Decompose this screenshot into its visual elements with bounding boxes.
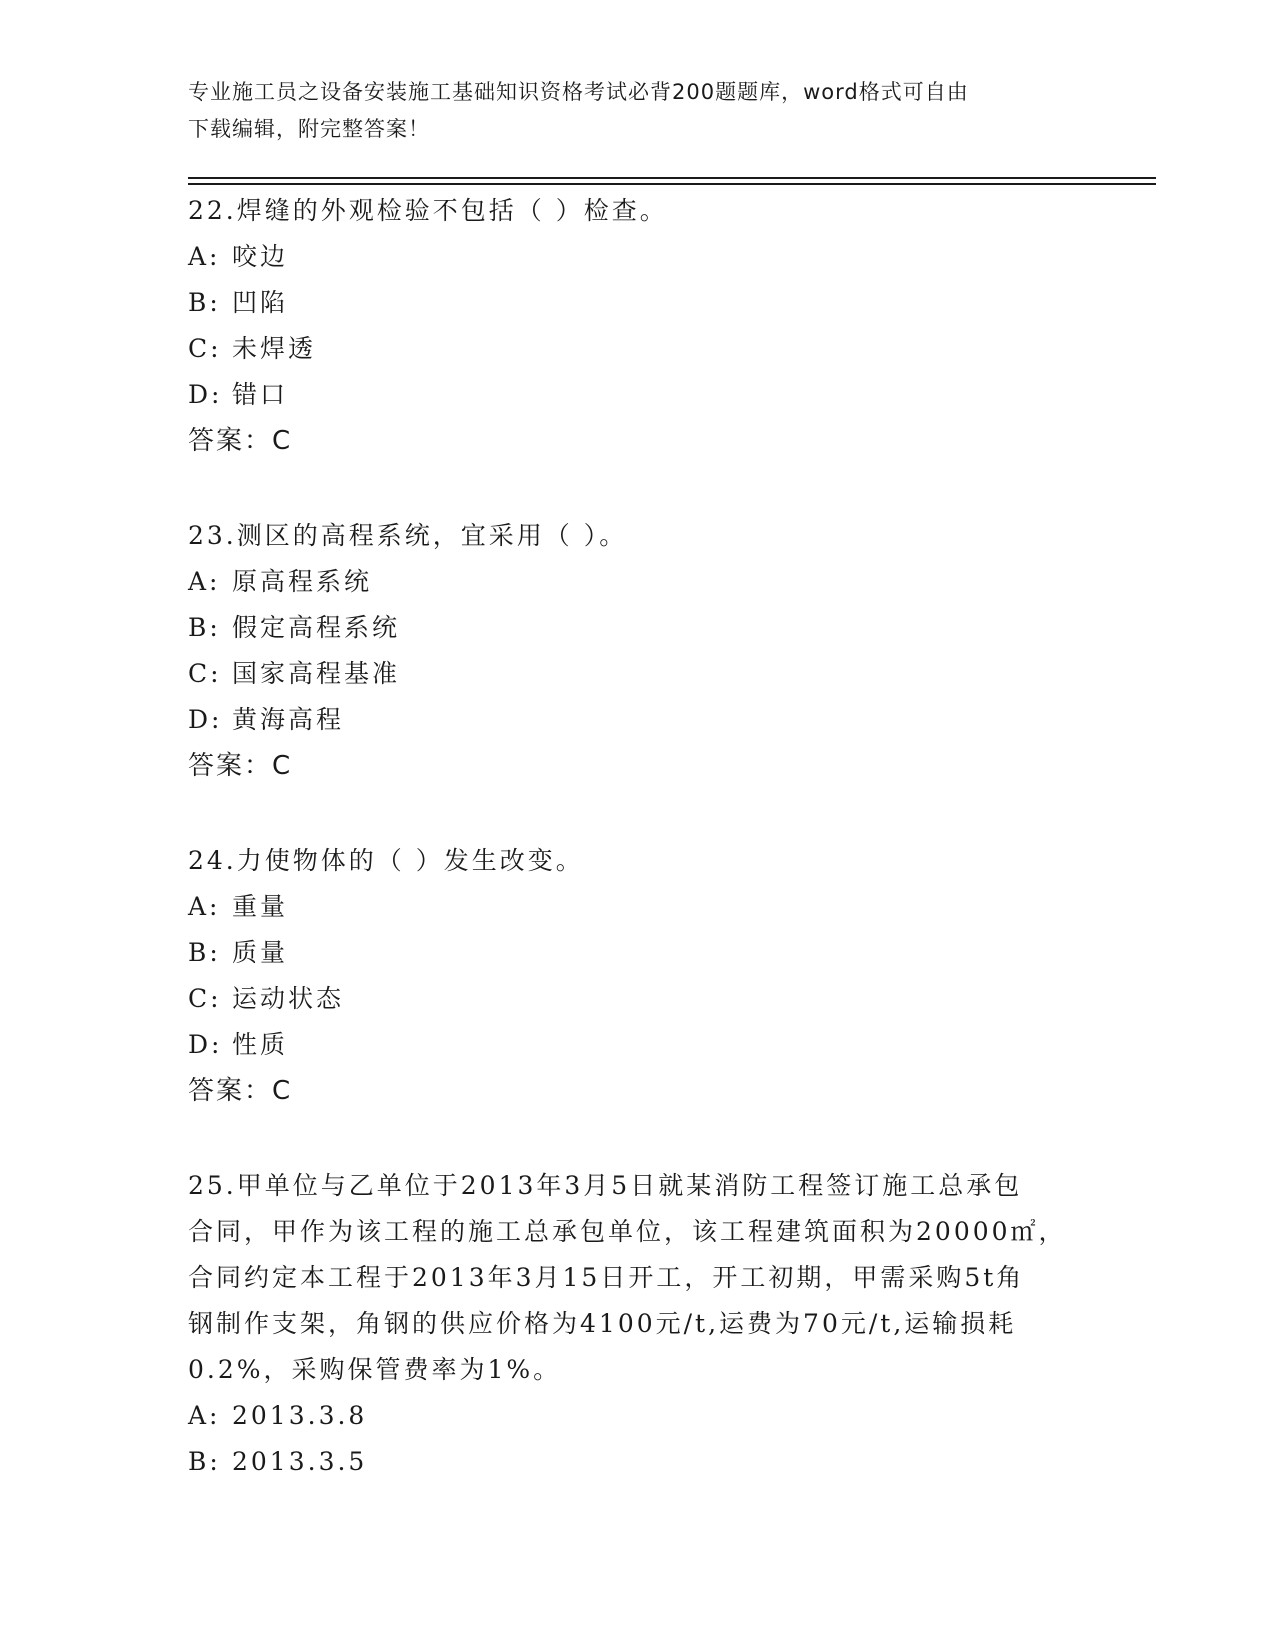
option-letter: A: bbox=[188, 242, 221, 271]
question-stem-line-4: 钢制作支架，角钢的供应价格为4100元/t,运费为70元/t,运输损耗 bbox=[188, 1309, 1017, 1338]
option-letter: A: bbox=[188, 1401, 221, 1430]
option-letter: A: bbox=[188, 567, 221, 596]
header-divider-bottom bbox=[188, 183, 1156, 185]
option-text: 原高程系统 bbox=[232, 567, 373, 596]
question-23 bbox=[188, 513, 1088, 789]
header-line-1: 专业施工员之设备安装施工基础知识资格考试必背200题题库，word格式可自由 bbox=[188, 80, 969, 104]
option-a bbox=[188, 884, 1088, 930]
header-line-2: 下载编辑，附完整答案！ bbox=[188, 117, 430, 141]
option-letter: B: bbox=[188, 288, 221, 317]
option-text: 未焊透 bbox=[232, 334, 317, 363]
option-letter: B: bbox=[188, 1447, 221, 1476]
option-letter: B: bbox=[188, 613, 221, 642]
question-stem-line-5: 0.2%，采购保管费率为1%。 bbox=[188, 1355, 562, 1384]
question-list bbox=[188, 188, 1088, 1485]
option-c bbox=[188, 976, 1088, 1022]
question-25 bbox=[188, 1163, 1088, 1485]
option-text: 假定高程系统 bbox=[232, 613, 401, 642]
option-b bbox=[188, 280, 1088, 326]
option-letter: B: bbox=[188, 938, 221, 967]
question-stem-line-1: 25.甲单位与乙单位于2013年3月5日就某消防工程签订施工总承包 bbox=[188, 1171, 1023, 1200]
option-a bbox=[188, 234, 1088, 280]
question-stem: 24.力使物体的（ ）发生改变。 bbox=[188, 846, 584, 875]
option-text: 质量 bbox=[232, 938, 289, 967]
answer-line: 答案：C bbox=[188, 751, 293, 781]
option-letter: D: bbox=[188, 1030, 223, 1059]
option-c bbox=[188, 651, 1088, 697]
option-a bbox=[188, 1393, 1088, 1439]
option-letter: C: bbox=[188, 659, 222, 688]
option-text: 国家高程基准 bbox=[232, 659, 401, 688]
answer-line: 答案：C bbox=[188, 1076, 293, 1106]
option-b bbox=[188, 1439, 1088, 1485]
option-b bbox=[188, 930, 1088, 976]
option-letter: A: bbox=[188, 892, 221, 921]
option-d bbox=[188, 1022, 1088, 1068]
question-stem: 23.测区的高程系统，宜采用（ ）。 bbox=[188, 521, 628, 550]
option-text: 运动状态 bbox=[232, 984, 345, 1013]
document-header bbox=[188, 74, 1088, 148]
option-text: 咬边 bbox=[232, 242, 289, 271]
question-24 bbox=[188, 838, 1088, 1114]
option-a bbox=[188, 559, 1088, 605]
option-text: 2013.3.8 bbox=[232, 1401, 368, 1430]
option-d bbox=[188, 697, 1088, 743]
option-letter: C: bbox=[188, 984, 222, 1013]
option-b bbox=[188, 605, 1088, 651]
option-text: 性质 bbox=[232, 1030, 289, 1059]
option-letter: D: bbox=[188, 705, 223, 734]
option-text: 黄海高程 bbox=[232, 705, 345, 734]
option-letter: D: bbox=[188, 380, 223, 409]
option-d bbox=[188, 372, 1088, 418]
question-stem: 22.焊缝的外观检验不包括（ ）检查。 bbox=[188, 196, 668, 225]
answer-line: 答案：C bbox=[188, 426, 293, 456]
option-c bbox=[188, 326, 1088, 372]
option-text: 错口 bbox=[232, 380, 289, 409]
header-divider-top bbox=[188, 177, 1156, 179]
option-text: 重量 bbox=[232, 892, 289, 921]
option-text: 2013.3.5 bbox=[232, 1447, 368, 1476]
question-22 bbox=[188, 188, 1088, 464]
option-letter: C: bbox=[188, 334, 222, 363]
question-stem-line-3: 合同约定本工程于2013年3月15日开工，开工初期，甲需采购5t角 bbox=[188, 1263, 1025, 1292]
option-text: 凹陷 bbox=[232, 288, 289, 317]
question-stem-line-2: 合同，甲作为该工程的施工总承包单位，该工程建筑面积为20000㎡， bbox=[188, 1217, 1067, 1246]
